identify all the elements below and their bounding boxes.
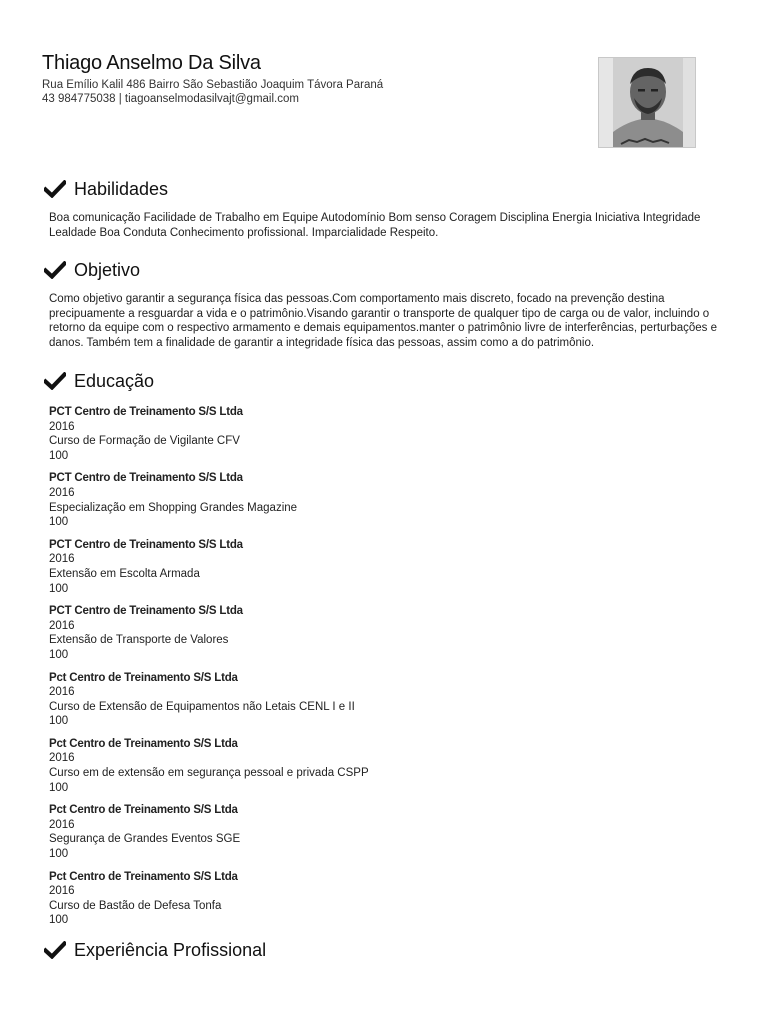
section-title: Habilidades <box>74 178 169 199</box>
check-icon <box>44 941 66 959</box>
education-course: Segurança de Grandes Eventos SGE <box>49 833 241 846</box>
check-icon <box>44 180 66 198</box>
education-year: 2016 <box>49 752 75 765</box>
education-grade: 100 <box>49 449 69 462</box>
section-experiencia <box>44 938 734 962</box>
check-icon <box>44 372 66 390</box>
section-heading <box>44 938 734 962</box>
education-course: Extensão em Escolta Armada <box>49 567 200 580</box>
section-objetivo <box>44 258 734 350</box>
profile-photo-illustration <box>599 58 696 148</box>
objective-text: Como objetivo garantir a segurança física das pessoas.Com comportamento mais discreto, focado na prevenção destina precipuamente a resguardar a vida e o patrimônio.Visando garantir o transporte de qualquer tipo de carga ou de valor, incluindo o retorno da equipe com o respectivo armamento e demais equipamentos.manter o patrimônio livre de interferências, perturbações e danos. Também tem a finalidade de garantir a integridade física das pessoas, assim como a do patrimônio. <box>49 293 717 349</box>
contact-info: 43 984775038 | tiagoanselmodasilvajt@gmail.com <box>42 93 299 105</box>
address: Rua Emílio Kalil 486 Bairro São Sebastião Joaquim Távora Paraná <box>42 79 384 91</box>
education-grade: 100 <box>49 582 69 595</box>
section-heading <box>44 369 734 393</box>
education-course: Curso em de extensão em segurança pessoal e privada CSPP <box>49 767 369 780</box>
skills-text: Boa comunicação Facilidade de Trabalho em Equipe Autodomínio Bom senso Coragem Disciplina Energia Iniciativa Integridade Lealdade Boa Conduta Conhecimento profissional. Imparcialidade Respeito. <box>49 212 701 239</box>
education-institution: Pct Centro de Treinamento S/S Ltda <box>49 737 238 750</box>
section-title: Experiência Profissional <box>74 939 267 960</box>
education-institution: PCT Centro de Treinamento S/S Ltda <box>49 472 243 485</box>
section-educacao <box>44 369 734 936</box>
education-item <box>49 604 734 662</box>
education-course: Extensão de Transporte de Valores <box>49 634 229 647</box>
education-grade: 100 <box>49 648 69 661</box>
education-item <box>49 671 734 729</box>
education-course: Curso de Extensão de Equipamentos não Letais CENL I e II <box>49 700 355 713</box>
education-list <box>49 405 734 928</box>
education-institution: Pct Centro de Treinamento S/S Ltda <box>49 870 238 883</box>
resume-header <box>42 52 582 106</box>
section-title: Objetivo <box>74 259 141 280</box>
education-institution: Pct Centro de Treinamento S/S Ltda <box>49 804 238 817</box>
section-heading <box>44 258 734 282</box>
education-item <box>49 471 734 529</box>
education-institution: Pct Centro de Treinamento S/S Ltda <box>49 671 238 684</box>
education-year: 2016 <box>49 486 75 499</box>
person-name: Thiago Anselmo Da Silva <box>42 52 261 74</box>
education-item <box>49 737 734 795</box>
education-course: Curso de Bastão de Defesa Tonfa <box>49 899 222 912</box>
education-item <box>49 405 734 463</box>
education-item <box>49 803 734 861</box>
education-institution: PCT Centro de Treinamento S/S Ltda <box>49 538 243 551</box>
education-year: 2016 <box>49 818 75 831</box>
profile-photo <box>598 57 696 148</box>
check-icon <box>44 261 66 279</box>
section-heading <box>44 177 734 201</box>
education-grade: 100 <box>49 781 69 794</box>
education-year: 2016 <box>49 686 75 699</box>
education-year: 2016 <box>49 885 75 898</box>
education-institution: PCT Centro de Treinamento S/S Ltda <box>49 406 243 418</box>
education-year: 2016 <box>49 420 75 433</box>
education-item <box>49 870 734 928</box>
education-year: 2016 <box>49 553 75 566</box>
education-institution: PCT Centro de Treinamento S/S Ltda <box>49 605 243 618</box>
education-item <box>49 538 734 596</box>
section-title: Educação <box>74 370 155 391</box>
section-habilidades <box>44 177 734 240</box>
education-grade: 100 <box>49 914 69 927</box>
education-grade: 100 <box>49 516 69 529</box>
education-course: Especialização em Shopping Grandes Magazine <box>49 501 298 514</box>
education-grade: 100 <box>49 848 69 861</box>
education-grade: 100 <box>49 715 69 728</box>
education-course: Curso de Formação de Vigilante CFV <box>49 435 240 448</box>
education-year: 2016 <box>49 619 75 632</box>
